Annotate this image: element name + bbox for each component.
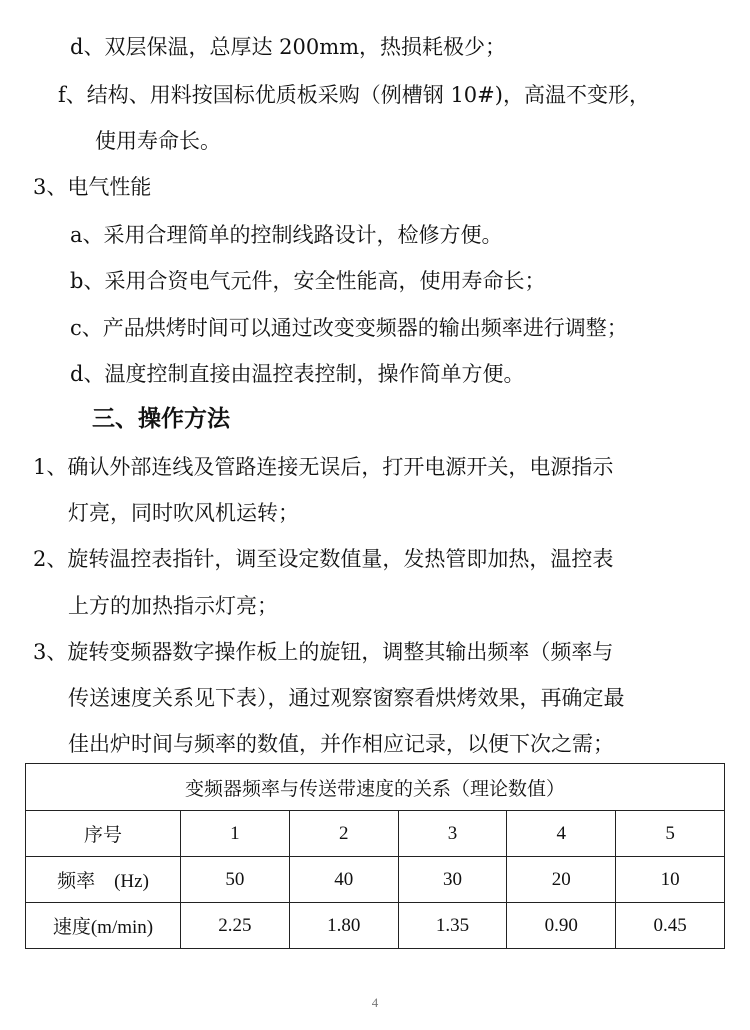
item-e-b: b、采用合资电气元件，安全性能高，使用寿命长； [70,269,546,293]
table-caption-row [26,764,725,811]
table-cell: 10 [616,857,725,903]
table-cell: 4 [507,811,616,857]
section-heading-operation: 三、操作方法 [92,405,230,432]
item-d-insulation: d、双层保温，总厚达 200mm，热损耗极少； [70,35,507,59]
step-3-line-1: 3、旋转变频器数字操作板上的旋钮，调整其输出频率（频率与 [33,640,614,664]
table-cell: 5 [616,811,725,857]
item-f-structure: f、结构、用料按国标优质板采购（例槽钢 10#)，高温不变形， [58,83,650,107]
row-label: 速度(m/min) [26,903,181,949]
section-3-title: 3、电气性能 [33,175,152,199]
step-2-line-2: 上方的加热指示灯亮； [68,594,278,618]
item-f-structure-cont: 使用寿命长。 [95,129,221,153]
table-row [26,811,725,857]
frequency-speed-table [25,763,725,949]
table-caption: 变频器频率与传送带速度的关系（理论数值） [26,764,725,811]
row-label: 频率 (Hz) [26,857,181,903]
row-label: 序号 [26,811,181,857]
page-number: 4 [371,995,379,1010]
table-cell: 2.25 [181,903,290,949]
table-row [26,857,725,903]
table-cell: 1 [181,811,290,857]
item-e-a: a、采用合理简单的控制线路设计，检修方便。 [70,223,503,247]
table-cell: 1.80 [289,903,398,949]
table-cell: 0.90 [507,903,616,949]
table-cell: 40 [289,857,398,903]
table-cell: 50 [181,857,290,903]
table-cell: 20 [507,857,616,903]
table-cell: 3 [398,811,507,857]
table-cell: 0.45 [616,903,725,949]
item-e-d: d、温度控制直接由温控表控制，操作简单方便。 [70,362,525,386]
step-2-line-1: 2、旋转温控表指针，调至设定数值量，发热管即加热，温控表 [33,547,614,571]
table-cell: 30 [398,857,507,903]
table-cell: 1.35 [398,903,507,949]
step-1-line-1: 1、确认外部连线及管路连接无误后，打开电源开关，电源指示 [33,455,614,479]
step-3-line-3: 佳出炉时间与频率的数值，并作相应记录，以便下次之需； [68,732,614,756]
table-row [26,903,725,949]
table-cell: 2 [289,811,398,857]
item-e-c: c、产品烘烤时间可以通过改变变频器的输出频率进行调整； [70,316,628,340]
step-3-line-2: 传送速度关系见下表），通过观察窗察看烘烤效果，再确定最 [68,686,625,710]
step-1-line-2: 灯亮，同时吹风机运转； [68,501,299,525]
